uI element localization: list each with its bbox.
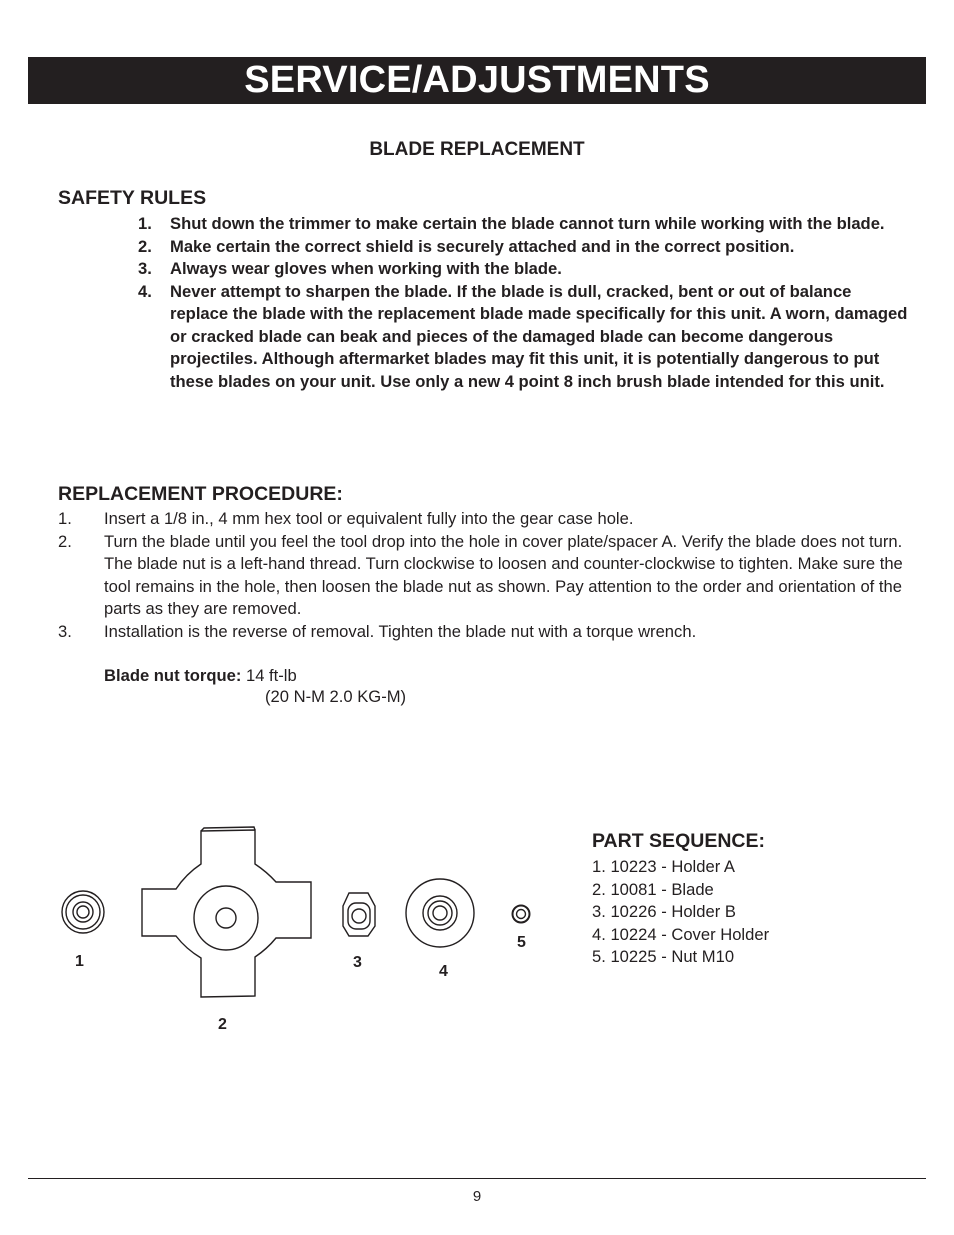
list-text: Never attempt to sharpen the blade. If the blade is dull, cracked, bent or out of balance replace the blade with the replacement blade made specifically for this unit. A worn, damaged or cracked blade can beak and pieces of the damaged blade can become dangerous projectiles. Although aftermarket blades may fit this unit, it is potentially dangerous to put these blades on your unit. Use only a new 4 point 8 inch brush blade intended for this unit. [170, 281, 908, 391]
list-item [138, 213, 908, 236]
blade-part [142, 827, 311, 997]
part-label-1: 1 [75, 953, 84, 970]
safety-rules-heading: SAFETY RULES [58, 187, 207, 209]
torque-value: 14 ft-lb [245, 666, 297, 685]
list-item: 4. 10224 - Cover Holder [592, 924, 770, 944]
list-item: 2. 10081 - Blade [592, 879, 714, 899]
part-label-4: 4 [439, 963, 448, 980]
replacement-procedure-heading: REPLACEMENT PROCEDURE: [58, 483, 343, 505]
holder-a-part [62, 891, 104, 933]
list-text: Always wear gloves when working with the blade. [170, 259, 562, 278]
section-title: BLADE REPLACEMENT [369, 139, 585, 160]
page-title-banner: SERVICE/ADJUSTMENTS [28, 57, 926, 104]
page-number: 9 [472, 1188, 482, 1205]
list-text: Installation is the reverse of removal. Tighten the blade nut with a torque wrench. [104, 621, 697, 641]
list-number: 3. [58, 621, 72, 641]
nut-m10-part [513, 906, 530, 923]
torque-label: Blade nut torque: [104, 666, 242, 685]
list-item [58, 531, 908, 621]
list-number: 2. [138, 236, 152, 256]
list-item [138, 281, 908, 394]
part-sequence-diagram [50, 820, 550, 1050]
part-label-5: 5 [517, 934, 526, 951]
replacement-procedure-list [58, 508, 908, 643]
safety-rules-list [138, 213, 908, 393]
list-number: 1. [58, 509, 72, 528]
list-item: 3. 10226 - Holder B [592, 902, 736, 921]
list-number: 3. [138, 259, 152, 278]
list-item [138, 258, 908, 281]
list-item [58, 621, 908, 644]
list-item: 5. 10225 - Nut M10 [592, 947, 735, 966]
holder-b-part [343, 893, 375, 936]
footer-divider [28, 1178, 926, 1179]
list-number: 2. [58, 531, 72, 551]
part-sequence-heading: PART SEQUENCE: [592, 830, 765, 852]
list-text: Shut down the trimmer to make certain the blade cannot turn while working with the blade. [170, 214, 885, 233]
torque-spec [104, 665, 297, 688]
list-item: 1. 10223 - Holder A [592, 857, 735, 876]
cover-holder-part [406, 879, 474, 947]
list-text: Insert a 1/8 in., 4 mm hex tool or equivalent fully into the gear case hole. [104, 509, 634, 528]
torque-metric: (20 N-M 2.0 KG-M) [265, 687, 407, 706]
list-text: Make certain the correct shield is securely attached and in the correct position. [170, 236, 795, 256]
part-label-3: 3 [353, 954, 362, 971]
part-label-2: 2 [218, 1016, 227, 1033]
list-number: 1. [138, 214, 152, 233]
list-text: Turn the blade until you feel the tool drop into the hole in cover plate/spacer A. Verify the blade does not turn. The blade nut is a left-hand thread. Turn clockwise to loosen and counter-clockwise to tighten. Make sure the tool remains in the hole, then loosen the blade nut as shown. Pay attention to the order and orientation of the parts as they are removed. [104, 531, 903, 618]
list-item [138, 236, 908, 259]
list-number: 4. [138, 281, 152, 301]
list-item [58, 508, 908, 531]
part-sequence-list [592, 856, 769, 969]
